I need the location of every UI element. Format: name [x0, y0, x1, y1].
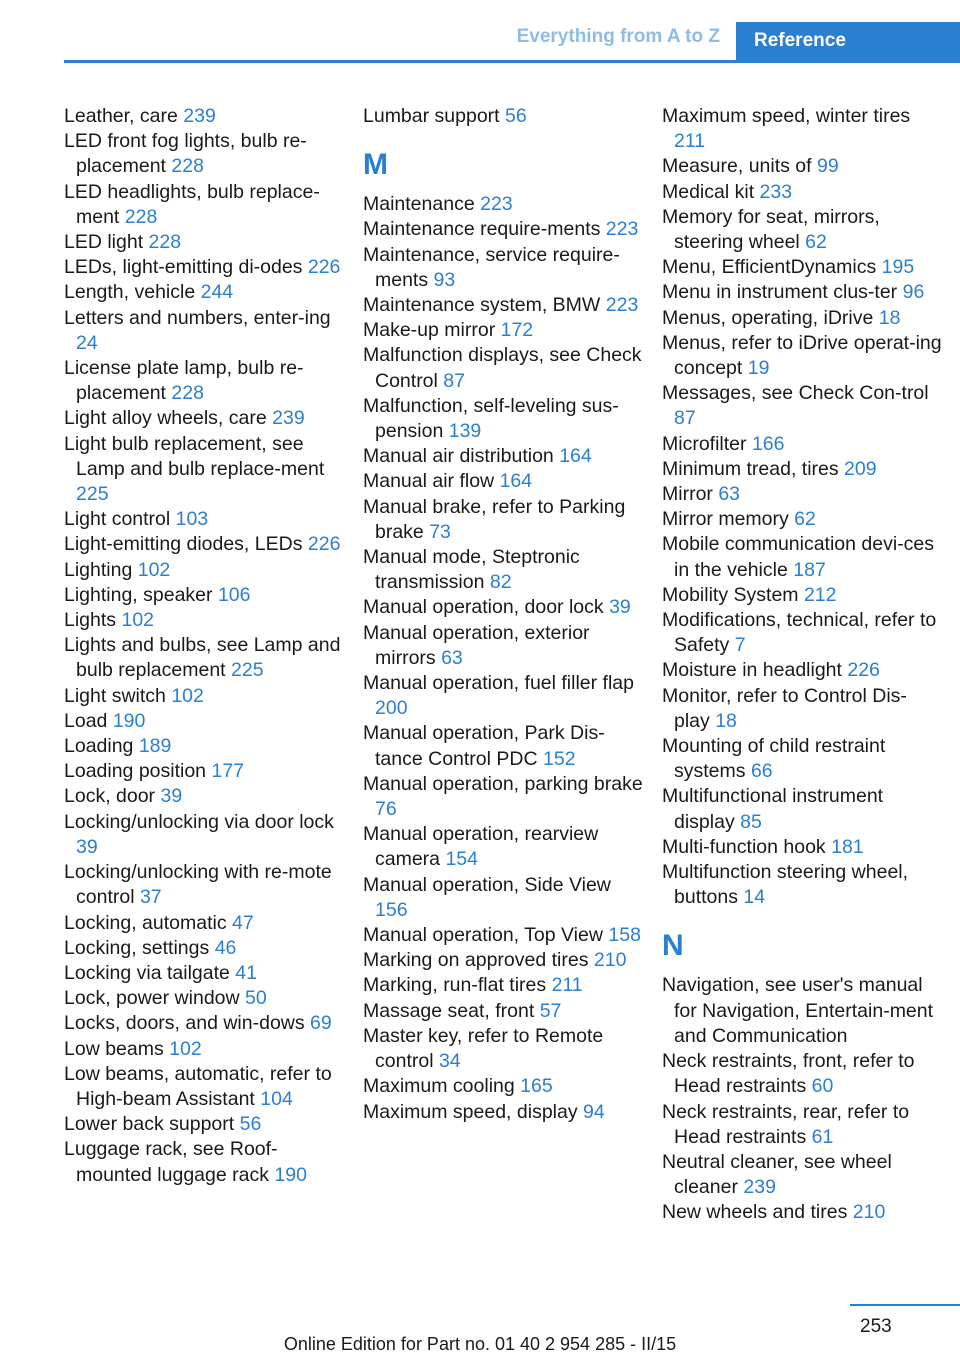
- page-reference-link[interactable]: 57: [539, 999, 562, 1022]
- index-entry-term: Lights: [64, 609, 117, 632]
- index-entry: [64, 759, 344, 784]
- index-entry: [662, 583, 942, 608]
- index-entry-term: Light bulb replacement, see Lamp and bulb replace-ment: [64, 432, 325, 480]
- index-column-1: [64, 104, 344, 1188]
- page-reference-link[interactable]: 211: [551, 974, 583, 997]
- page-reference-link[interactable]: 7: [734, 634, 746, 657]
- page-reference-link[interactable]: 244: [200, 281, 234, 304]
- page-reference-link[interactable]: 61: [811, 1125, 834, 1148]
- page-reference-link[interactable]: 14: [743, 886, 766, 909]
- index-entry: [662, 1200, 942, 1225]
- page-reference-link[interactable]: 210: [852, 1201, 886, 1224]
- index-entry-term: Maximum speed, winter tires: [662, 105, 911, 127]
- page-reference-link[interactable]: 106: [217, 583, 251, 606]
- index-entry: [363, 721, 643, 771]
- page-reference-link[interactable]: 190: [274, 1163, 307, 1186]
- index-entry: [662, 381, 942, 431]
- index-entry-term: Manual operation, door lock: [363, 596, 604, 619]
- page-reference-link[interactable]: 226: [307, 533, 341, 556]
- index-entry-term: Multifunctional instrument display: [662, 785, 884, 833]
- page-reference-link[interactable]: 63: [441, 646, 463, 669]
- index-entry-term: Manual brake, refer to Parking brake: [363, 495, 626, 543]
- index-entry: [64, 356, 344, 406]
- page-reference-link[interactable]: 96: [902, 281, 925, 304]
- index-entry-term: Locking/unlocking via door lock: [64, 810, 334, 833]
- page-reference-link[interactable]: 223: [605, 218, 639, 241]
- index-entry-term: Maintenance, service require-ments: [363, 243, 620, 291]
- index-entry: [64, 507, 344, 532]
- page-reference-link[interactable]: 210: [593, 949, 627, 972]
- index-entry: [363, 595, 643, 620]
- index-entry-term: Loading: [64, 735, 134, 758]
- letter-gap: [662, 911, 942, 924]
- page-reference-link[interactable]: 211: [674, 130, 706, 153]
- page-reference-link[interactable]: 152: [543, 747, 576, 770]
- index-entry: [662, 860, 942, 910]
- index-entry-term: Lights and bulbs, see Lamp and bulb replacement: [64, 634, 341, 682]
- page-reference-link[interactable]: 226: [847, 659, 880, 682]
- page-reference-link[interactable]: 50: [245, 987, 267, 1010]
- page-header: [0, 0, 960, 64]
- page-reference-link[interactable]: 239: [183, 105, 216, 127]
- page-reference-link[interactable]: 87: [674, 407, 696, 430]
- index-entry: [64, 432, 344, 508]
- index-entry: [363, 621, 643, 671]
- page-reference-link[interactable]: 85: [740, 810, 762, 833]
- index-entry: [64, 986, 344, 1011]
- page-reference-link[interactable]: 41: [235, 961, 257, 984]
- page-reference-link[interactable]: 165: [520, 1075, 553, 1098]
- page-reference-link[interactable]: 177: [211, 760, 245, 783]
- reference-tab: Reference: [736, 22, 960, 60]
- page-reference-link[interactable]: 190: [112, 709, 146, 732]
- page-reference-link[interactable]: 200: [375, 697, 408, 720]
- index-entry: [662, 205, 942, 255]
- index-entry-term: Locking, settings: [64, 936, 210, 959]
- index-entry: [363, 772, 643, 822]
- page-number-rule: [850, 1304, 960, 1306]
- index-entry-term: Malfunction displays, see Check Control: [363, 344, 642, 392]
- index-entry: [662, 973, 942, 1049]
- index-entry: [662, 180, 942, 205]
- page-reference-link[interactable]: 228: [124, 205, 158, 228]
- index-entry-term: Locks, doors, and win-dows: [64, 1012, 305, 1035]
- page-reference-link[interactable]: 239: [272, 407, 305, 430]
- index-entry-term: Massage seat, front: [363, 999, 535, 1022]
- page-reference-link[interactable]: 139: [448, 420, 482, 443]
- index-entry: [64, 583, 344, 608]
- page-number: 253: [860, 1316, 892, 1337]
- index-entry: [64, 558, 344, 583]
- page-reference-link[interactable]: 102: [169, 1037, 202, 1060]
- index-entry-term: Manual operation, Side View: [363, 873, 611, 896]
- index-entry: [363, 394, 643, 444]
- index-entry-term: Mounting of child restraint systems: [662, 735, 886, 783]
- index-entry-term: Neutral cleaner, see wheel cleaner: [662, 1150, 892, 1199]
- page-reference-link[interactable]: 19: [747, 357, 770, 380]
- page-reference-link[interactable]: 60: [811, 1075, 834, 1098]
- index-entry: [662, 280, 942, 305]
- index-entry-term: Lock, door: [64, 785, 156, 808]
- index-entry-term: Length, vehicle: [64, 281, 196, 304]
- index-entry-term: Malfunction, self-leveling sus-pension: [363, 394, 619, 443]
- page-reference-link[interactable]: 187: [793, 558, 826, 581]
- index-entry: [662, 482, 942, 507]
- page-reference-link[interactable]: 87: [443, 369, 465, 392]
- index-entry: [363, 923, 643, 948]
- index-entry: [662, 331, 942, 381]
- index-entry: [64, 1062, 344, 1112]
- index-entry-term: Mobile communication devi-ces in the vehicle: [662, 533, 935, 581]
- page-reference-link[interactable]: 156: [375, 898, 408, 921]
- index-entry: [64, 684, 344, 709]
- page-reference-link[interactable]: 189: [138, 735, 172, 758]
- index-entry-term: Locking, automatic: [64, 911, 227, 934]
- index-entry-term: Navigation, see user's manual for Navigation, Entertain-ment and Communication: [662, 974, 934, 1047]
- page-reference-link[interactable]: 164: [499, 470, 533, 493]
- index-entry-term: Mirror: [662, 483, 713, 506]
- index-entry: [363, 495, 643, 545]
- index-entry-term: Moisture in headlight: [662, 659, 842, 682]
- page-reference-link[interactable]: 18: [715, 709, 737, 732]
- index-entry-term: Monitor, refer to Control Dis-play: [662, 684, 907, 732]
- index-entry-term: Maximum speed, display: [363, 1100, 578, 1123]
- index-entry-term: LED headlights, bulb replace-ment: [64, 180, 320, 228]
- page-reference-link[interactable]: 46: [214, 936, 237, 959]
- index-entry: [64, 961, 344, 986]
- footer-text: Online Edition for Part no. 01 40 2 954 285 - II/15: [283, 1334, 677, 1354]
- index-entry: [64, 104, 344, 129]
- index-entry-term: LEDs, light-emitting di-odes: [64, 256, 303, 279]
- index-entry: [662, 432, 942, 457]
- index-entry: [64, 306, 344, 356]
- index-entry-term: Master key, refer to Remote control: [363, 1024, 604, 1073]
- page-reference-link[interactable]: 102: [171, 684, 204, 707]
- index-entry-term: Lock, power window: [64, 987, 240, 1010]
- page-reference-link[interactable]: 225: [231, 659, 264, 682]
- index-entry-term: Maintenance: [363, 193, 475, 216]
- page-reference-link[interactable]: 47: [232, 911, 254, 934]
- index-entry: [64, 1011, 344, 1036]
- index-entry-term: Light control: [64, 508, 171, 531]
- index-entry-term: Manual operation, exterior mirrors: [363, 621, 590, 669]
- index-entry-term: Leather, care: [64, 105, 178, 127]
- index-entry-term: Neck restraints, rear, refer to Head restraints: [662, 1100, 910, 1148]
- index-entry-term: Menu in instrument clus-ter: [662, 281, 898, 304]
- index-entry-term: Multi-function hook: [662, 835, 826, 858]
- index-entry: [64, 1112, 344, 1137]
- index-entry-term: License plate lamp, bulb re-placement: [64, 357, 304, 405]
- page-reference-link[interactable]: 94: [583, 1100, 605, 1123]
- page-reference-link[interactable]: 228: [148, 231, 182, 254]
- index-entry: [662, 507, 942, 532]
- page-reference-link[interactable]: 39: [609, 596, 631, 619]
- index-entry-term: Lower back support: [64, 1113, 235, 1136]
- index-entry-term: Manual operation, parking brake: [363, 772, 643, 795]
- page-reference-link[interactable]: 99: [817, 155, 839, 178]
- index-entry: [64, 911, 344, 936]
- page-reference-link[interactable]: 103: [175, 508, 209, 531]
- index-entry: [662, 1150, 942, 1200]
- page-reference-link[interactable]: 172: [500, 319, 534, 342]
- index-entry: [363, 293, 643, 318]
- index-entry: [662, 658, 942, 683]
- page-reference-link[interactable]: 158: [608, 924, 641, 947]
- section-title: Everything from A to Z: [516, 26, 720, 47]
- page-reference-link[interactable]: 104: [260, 1087, 293, 1110]
- index-entry: [64, 406, 344, 431]
- index-entry-term: Marking, run-flat tires: [363, 974, 547, 997]
- index-entry: [363, 1074, 643, 1099]
- index-entry: [64, 180, 344, 230]
- page-reference-link[interactable]: 82: [489, 571, 512, 594]
- index-entry: [363, 444, 643, 469]
- index-entry-term: Load: [64, 709, 108, 732]
- index-entry: [64, 280, 344, 305]
- index-entry: [662, 306, 942, 331]
- page-reference-link[interactable]: 56: [505, 105, 527, 127]
- index-entry: [662, 1049, 942, 1099]
- letter-gap: [363, 129, 643, 142]
- header-rule: [64, 60, 960, 63]
- index-entry-term: Light-emitting diodes, LEDs: [64, 533, 303, 556]
- index-entry-term: Manual operation, rearview camera: [363, 823, 599, 871]
- index-letter-heading: M: [363, 147, 388, 181]
- page-reference-link[interactable]: 102: [137, 558, 171, 581]
- index-entry-term: Make-up mirror: [363, 319, 496, 342]
- page-reference-link[interactable]: 69: [310, 1012, 332, 1035]
- index-entry-term: New wheels and tires: [662, 1201, 848, 1224]
- page-reference-link[interactable]: 164: [559, 445, 592, 468]
- index-entry: [363, 822, 643, 872]
- index-entry: [363, 192, 643, 217]
- index-entry: [363, 545, 643, 595]
- index-entry: [64, 860, 344, 910]
- index-entry-term: Locking/unlocking with re-mote control: [64, 861, 332, 909]
- page-reference-link[interactable]: 228: [171, 155, 204, 178]
- index-entry-term: Measure, units of: [662, 155, 812, 178]
- index-entry-term: Low beams, automatic, refer to High-beam Assistant: [64, 1062, 332, 1110]
- index-entry-term: Memory for seat, mirrors, steering wheel: [662, 205, 880, 254]
- page-reference-link[interactable]: 62: [794, 508, 816, 531]
- page-reference-link[interactable]: 226: [307, 256, 341, 279]
- page-reference-link[interactable]: 24: [76, 331, 98, 354]
- index-entry: [662, 1100, 942, 1150]
- page-reference-link[interactable]: 102: [121, 609, 155, 632]
- index-entry-term: Marking on approved tires: [363, 949, 589, 972]
- index-entry: [64, 230, 344, 255]
- index-entry: [64, 633, 344, 683]
- index-entry: [363, 318, 643, 343]
- index-entry: [64, 1137, 344, 1187]
- index-entry-term: LED light: [64, 231, 144, 254]
- index-entry-term: Mobility System: [662, 583, 799, 606]
- index-entry: [64, 532, 344, 557]
- page-reference-link[interactable]: 37: [139, 886, 162, 909]
- index-entry-term: Mirror memory: [662, 508, 789, 531]
- index-entry-term: LED front fog lights, bulb re-placement: [64, 130, 307, 178]
- page-reference-link[interactable]: 166: [751, 432, 785, 455]
- index-entry: [662, 154, 942, 179]
- index-entry-term: Manual air flow: [363, 470, 495, 493]
- index-entry-term: Neck restraints, front, refer to Head restraints: [662, 1050, 915, 1098]
- page-reference-link[interactable]: 228: [171, 382, 204, 405]
- index-entry-term: Locking via tailgate: [64, 961, 230, 984]
- index-entry-term: Menus, refer to iDrive operat-ing concept: [662, 331, 942, 380]
- index-entry: [64, 936, 344, 961]
- index-entry: [662, 104, 942, 154]
- index-column-2: [363, 104, 643, 1125]
- page-reference-link[interactable]: 225: [76, 483, 109, 506]
- index-entry: [363, 671, 643, 721]
- page-reference-link[interactable]: 18: [878, 306, 901, 329]
- index-entry-term: Maximum cooling: [363, 1075, 515, 1098]
- index-entry: [662, 734, 942, 784]
- index-letter-heading: N: [662, 929, 684, 963]
- index-entry: [363, 217, 643, 242]
- index-entry: [64, 255, 344, 280]
- page-reference-link[interactable]: 93: [433, 268, 456, 291]
- index-entry: [363, 343, 643, 393]
- index-entry: [662, 255, 942, 280]
- page-reference-link[interactable]: 239: [743, 1176, 776, 1199]
- index-entry-term: Manual air distribution: [363, 445, 554, 468]
- index-entry-term: Minimum tread, tires: [662, 457, 839, 480]
- index-entry: [363, 948, 643, 973]
- index-entry: [662, 608, 942, 658]
- page-reference-link[interactable]: 212: [803, 583, 837, 606]
- index-entry-term: Menu, EfficientDynamics: [662, 256, 877, 279]
- index-entry: [662, 457, 942, 482]
- index-entry: [662, 835, 942, 860]
- index-entry: [363, 1024, 643, 1074]
- index-entry: [662, 784, 942, 834]
- index-entry-term: Microfilter: [662, 432, 747, 455]
- page-reference-link[interactable]: 209: [844, 457, 877, 480]
- page-reference-link[interactable]: 62: [805, 231, 827, 254]
- index-entry-term: Letters and numbers, enter-ing: [64, 306, 331, 329]
- page-reference-link[interactable]: 223: [480, 193, 513, 216]
- page-reference-link[interactable]: 39: [160, 785, 183, 808]
- index-entry-term: Lighting: [64, 558, 133, 581]
- index-entry-term: Loading position: [64, 760, 207, 783]
- index-column-3: [662, 104, 942, 1226]
- index-entry-term: Messages, see Check Con-trol: [662, 382, 929, 405]
- index-entry: [64, 129, 344, 179]
- index-entry: [363, 1100, 643, 1125]
- index-entry-term: Maintenance require-ments: [363, 218, 601, 241]
- index-entry-term: Medical kit: [662, 180, 755, 203]
- index-entry: [363, 469, 643, 494]
- index-entry-term: Maintenance system, BMW: [363, 294, 601, 316]
- page-reference-link[interactable]: 223: [605, 294, 639, 316]
- page-reference-link[interactable]: 154: [445, 848, 478, 871]
- index-entry-term: Menus, operating, iDrive: [662, 306, 874, 329]
- index-entry: [363, 104, 643, 129]
- index-entry: [662, 532, 942, 582]
- index-entry-term: Manual operation, Top View: [363, 924, 603, 947]
- index-entry: [64, 608, 344, 633]
- index-entry: [64, 734, 344, 759]
- index-entry-term: Multifunction steering wheel, buttons: [662, 861, 909, 909]
- index-entry-term: Lighting, speaker: [64, 583, 213, 606]
- index-entry: [363, 999, 643, 1024]
- page-reference-link[interactable]: 63: [718, 483, 741, 506]
- index-entry-term: Light alloy wheels, care: [64, 407, 267, 430]
- index-entry: [64, 784, 344, 809]
- page-reference-link[interactable]: 73: [429, 520, 451, 543]
- page-reference-link[interactable]: 56: [239, 1113, 262, 1136]
- page-reference-link[interactable]: 233: [759, 180, 793, 203]
- page-reference-link[interactable]: 181: [831, 835, 864, 858]
- page-reference-link[interactable]: 76: [375, 798, 397, 821]
- index-entry: [363, 873, 643, 923]
- index-entry-term: Light switch: [64, 684, 166, 707]
- index-entry: [662, 684, 942, 734]
- index-entry-term: Lumbar support: [363, 105, 500, 127]
- index-entry-term: Modifications, technical, refer to Safety: [662, 609, 937, 657]
- index-entry-term: Manual mode, Steptronic transmission: [363, 546, 580, 594]
- index-entry-term: Luggage rack, see Roof-mounted luggage rack: [64, 1138, 278, 1186]
- index-entry: [64, 1037, 344, 1062]
- index-entry-term: Manual operation, fuel filler flap: [363, 672, 634, 695]
- index-entry: [64, 810, 344, 860]
- index-entry: [363, 243, 643, 293]
- index-entry-term: Low beams: [64, 1037, 164, 1060]
- page-reference-link[interactable]: 34: [438, 1050, 461, 1073]
- page-reference-link[interactable]: 195: [881, 256, 915, 279]
- index-entry: [64, 709, 344, 734]
- index-entry: [363, 973, 643, 998]
- page-reference-link[interactable]: 39: [76, 835, 98, 858]
- index-entry-term: Manual operation, Park Dis-tance Control PDC: [363, 722, 605, 770]
- page-reference-link[interactable]: 66: [750, 760, 773, 783]
